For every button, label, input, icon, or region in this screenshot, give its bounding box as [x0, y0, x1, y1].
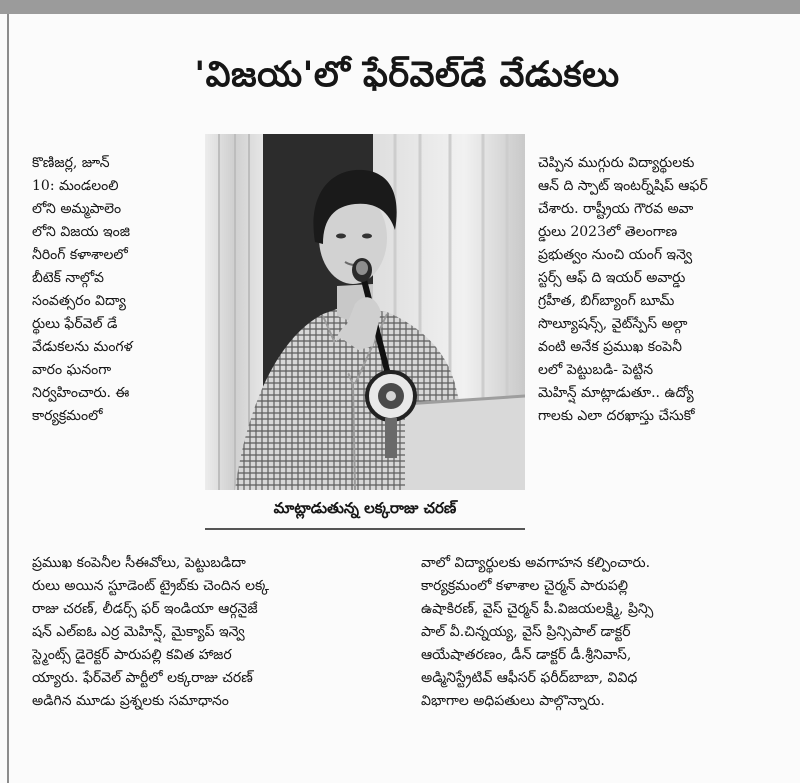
- text-line: కొణిజర్ల, జూన్: [32, 155, 110, 171]
- text-line: బీటెక్ నాల్గోవ: [32, 270, 104, 286]
- text-line: పాల్ వీ.చిన్నయ్య, వైస్ ప్రిన్సిపాల్ డాక్టర్: [421, 624, 631, 640]
- text-line: ఉషాకిరణ్, వైస్ చైర్మన్ పీ.విజయలక్ష్మి, ప్రిన్సి: [421, 601, 654, 617]
- text-line: గ్రహీత, బిగ్‌బ్యాంగ్ బూమ్: [538, 293, 675, 309]
- text-line: స్టర్స్ ఆఫ్ ది ఇయర్ అవార్డు: [538, 270, 686, 286]
- text-line: ఆయేషాతరణం, డీన్ డాక్టర్ డీ.శ్రీనివాస్,: [421, 647, 632, 663]
- bottom-right-column: [421, 552, 796, 713]
- left-column: [32, 152, 200, 428]
- article-headline: 'విజయ'లో ఫేర్‌వెల్‌డే వేడుకలు: [194, 55, 620, 95]
- text-line: వారం ఘనంగా: [32, 362, 112, 378]
- text-line: చెప్పిన ముగ్గురు విద్యార్థులకు: [538, 155, 695, 171]
- text-line: లలో పెట్టుబడి- పెట్టిన: [538, 362, 654, 378]
- text-line: ప్రముఖ కంపెనీల సీఈవోలు, పెట్టుబడిదా: [32, 555, 246, 571]
- right-column: [538, 152, 796, 428]
- bottom-left-column: [32, 552, 412, 713]
- text-line: కార్యక్రమంలో: [32, 408, 103, 424]
- text-line: వంటి అనేక ప్రముఖ కంపెనీ: [538, 339, 682, 355]
- text-line: షన్ ఎల్ఐఓ ఎర్ర మెహిన్ష్, మైక్యాప్ ఇన్వె: [32, 624, 245, 640]
- text-line: గాలకు ఎలా దరఖాస్తు చేసుకో: [538, 408, 695, 424]
- text-line: రాజు చరణ్, లీడర్స్ ఫర్ ఇండియా ఆర్గనైజే: [32, 601, 258, 617]
- text-line: సొల్యూషన్స్, వైట్‌స్పేస్ అల్గా: [538, 316, 688, 332]
- text-line: ర్డులు 2023లో తెలంగాణ: [538, 224, 678, 240]
- text-line: య్యారు. ఫేర్‌వెల్ పార్టీలో లక్కరాజు చరణ్: [32, 670, 253, 686]
- text-line: అడ్మినిస్ట్రేటివ్ ఆఫీసర్ ఫరీద్‌బాబా, వివిధ: [421, 670, 638, 686]
- text-line: నిర్వహించారు. ఈ: [32, 385, 130, 401]
- text-line: చేశారు. రాష్ట్రీయ గౌరవ అవా: [538, 201, 694, 217]
- speaker-photo-illustration: [205, 134, 525, 490]
- photo-caption: మాట్లాడుతున్న లక్కరాజు చరణ్: [273, 499, 457, 517]
- text-line: సంవత్సరం విద్యా: [32, 293, 126, 309]
- text-line: లోని విజయ ఇంజి: [32, 224, 130, 240]
- text-line: వేడుకలను మంగళ: [32, 339, 133, 355]
- photo-caption-box: [205, 490, 525, 530]
- article-photo: [205, 134, 525, 490]
- text-line: విభాగాల అధిపతులు పాల్గొన్నారు.: [421, 693, 605, 709]
- text-line: కార్యక్రమంలో కళాశాల చైర్మన్ పారుపల్లి: [421, 578, 629, 594]
- text-line: నీరింగ్ కళాశాలలో: [32, 247, 128, 263]
- text-line: స్ట్మెంట్స్ డైరెక్టర్ పారుపల్లి కవిత హాజర: [32, 647, 232, 663]
- left-border: [7, 14, 9, 783]
- text-line: వాలో విద్యార్థులకు అవగాహన కల్పించారు.: [421, 555, 651, 571]
- text-line: 10: మండలంలి: [32, 178, 119, 194]
- text-line: అడిగిన మూడు ప్రశ్నలకు సమాధానం: [32, 693, 229, 709]
- text-line: ర్థులు ఫేర్‌వెల్ డే: [32, 316, 118, 332]
- text-line: ప్రభుత్వం నుంచి యంగ్ ఇన్వె: [538, 247, 693, 263]
- text-line: మెహిన్ష్ మాట్లాడుతూ.. ఉద్యో: [538, 385, 694, 401]
- text-line: రులు అయిన స్టూడెంట్ ట్రైబ్‌కు చెందిన లక్క: [32, 578, 270, 594]
- text-line: లోని అమ్మపాలెం: [32, 201, 122, 217]
- text-line: ఆన్ ది స్పాట్ ఇంటర్న్‌షిప్ ఆఫర్: [538, 178, 708, 194]
- top-border: [0, 0, 800, 14]
